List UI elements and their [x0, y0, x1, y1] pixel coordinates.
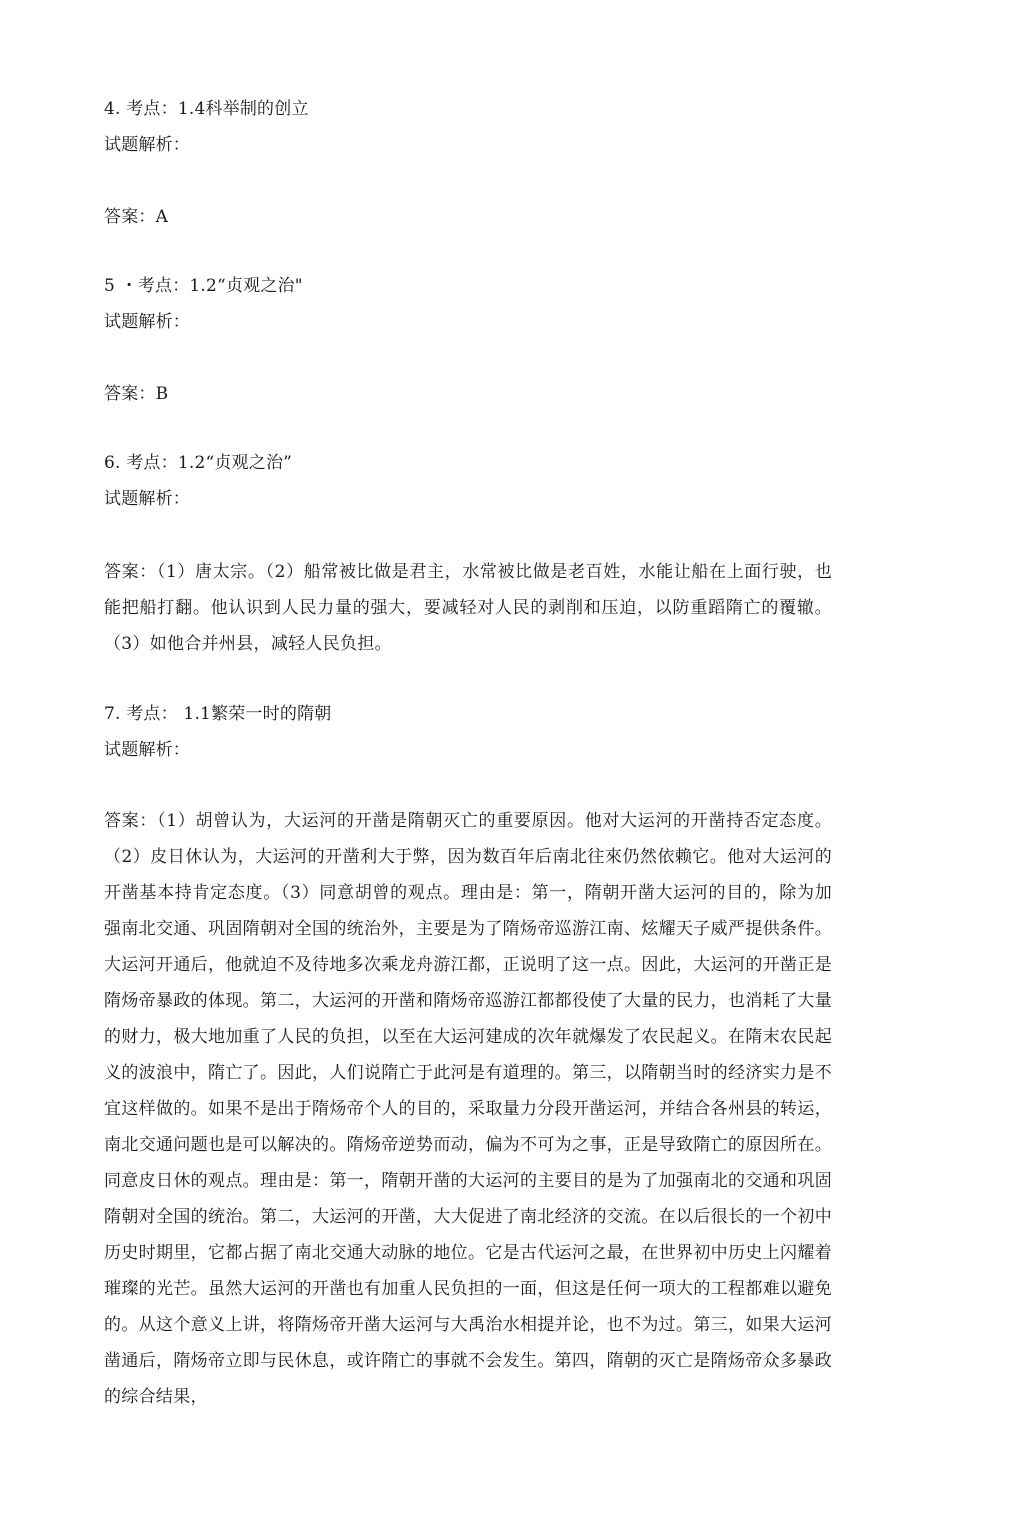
question-4-answer: 答案：A — [104, 207, 169, 227]
question-5-analysis-label: 试题解析： — [104, 312, 190, 332]
question-4-analysis-label: 试题解析： — [104, 135, 190, 155]
question-6-heading: 6. 考点：1.2“贞观之治” — [104, 453, 293, 473]
question-7-answer: 答案：（1）胡曾认为，大运河的开凿是隋朝灭亡的重要原因。他对大运河的开凿持否定态度。（2）皮日休认为，大运河的开凿利大于弊，因为数百年后南北往來仍然依赖它。他对大运河的开凿基本持肯定态度。（3）同意胡曾的观点。理由是：第一，隋朝开凿大运河的目的，除为加强南北交通、巩固隋朝对全国的统治外，主要是为了隋炀帝巡游江南、炫耀天子威严提供条件。大运河开通后，他就迫不及待地多次乘龙舟游江都，正说明了这一点。因此，大运河的开凿正是隋炀帝暴政的体现。第二，大运河的开凿和隋炀帝巡游江都都役使了大量的民力，也消耗了大量的财力，极大地加重了人民的负担，以至在大运河建成的次年就爆发了农民起义。在隋末农民起义的波浪中，隋亡了。因此，人们说隋亡于此河是有道理的。第三，以隋朝当时的经济实力是不宜这样做的。如果不是出于隋炀帝个人的目的，采取量力分段开凿运河，并结合各州县的转运，南北交通问题也是可以解决的。隋炀帝逆势而动，偏为不可为之事，正是导致隋亡的原因所在。同意皮日休的观点。理由是：第一，隋朝开凿的大运河的主要目的是为了加强南北的交通和巩固隋朝对全国的统治。第二，大运河的开凿，大大促进了南北经济的交流。在以后很长的一个初中历史时期里，它都占据了南北交通大动脉的地位。它是古代运河之最，在世界初中历史上闪耀着璀璨的光芒。虽然大运河的开凿也有加重人民负担的一面，但这是任何一项大的工程都难以避免的。从这个意义上讲，将隋炀帝开凿大运河与大禹治水相提并论，也不为过。第三，如果大运河凿通后，隋炀帝立即与民休息，或许隋亡的事就不会发生。第四，隋朝的灭亡是隋炀帝众多暴政的综合结果， — [104, 811, 832, 1407]
question-6-answer: 答案：（1）唐太宗。（2）船常被比做是君主，水常被比做是老百姓，水能让船在上面行驶，也能把船打翻。他认识到人民力量的强大，要减轻对人民的剥削和压迫，以防重蹈隋亡的覆辙。（3）如他合并州县，减轻人民负担。 — [104, 562, 832, 654]
question-5-heading: 5 ・考点：1.2“贞观之治" — [104, 276, 303, 296]
question-5-answer: 答案：B — [104, 384, 169, 404]
question-7-heading: 7. 考点： 1.1繁荣一时的隋朝 — [104, 704, 332, 724]
question-4-heading: 4. 考点：1.4科举制的创立 — [104, 99, 309, 119]
question-6-analysis-label: 试题解析： — [104, 489, 190, 509]
question-7-analysis-label: 试题解析： — [104, 740, 190, 760]
